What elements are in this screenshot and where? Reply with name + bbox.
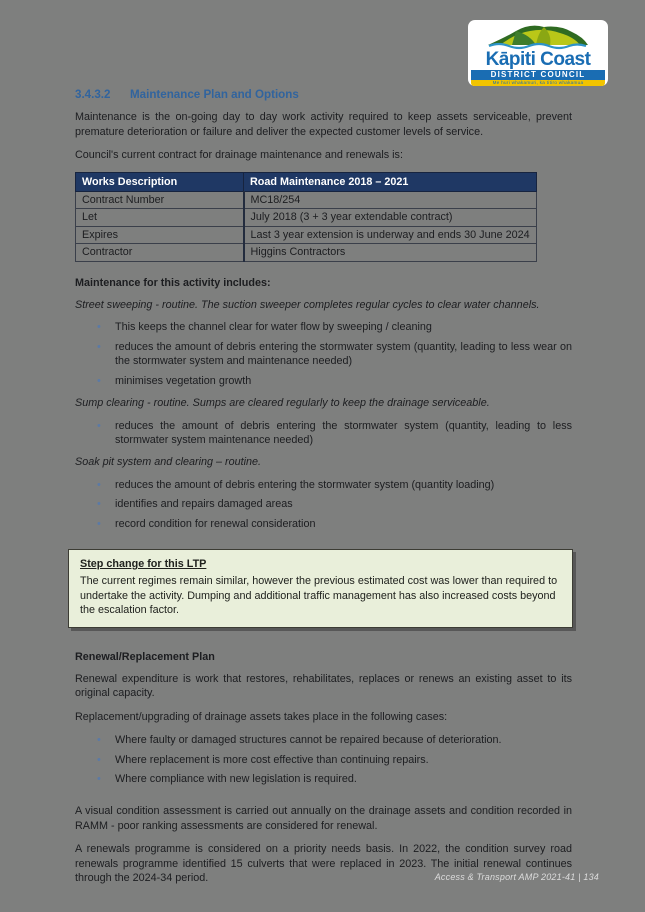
list-item: • This keeps the channel clear for water flow by sweeping / cleaning	[75, 320, 572, 334]
sump-clearing-intro: Sump clearing - routine. Sumps are cleared regularly to keep the drainage serviceable.	[75, 397, 490, 410]
contract-table	[75, 172, 537, 262]
table-row	[76, 192, 537, 209]
renewal-paragraph-1: Renewal expenditure is work that restores, rehabilitates, replaces or renews an existing asset to its original capacity.	[75, 672, 572, 700]
table-cell-value: Higgins Contractors	[244, 244, 537, 261]
table-cell-value: July 2018 (3 + 3 year extendable contract)	[244, 209, 537, 226]
list-item: • minimises vegetation growth	[75, 374, 572, 388]
list-item: • Where replacement is more cost effective than continuing repairs.	[75, 753, 572, 767]
logo-title: Kāpiti Coast	[485, 49, 591, 70]
table-header-row	[76, 172, 537, 191]
renewal-bullets	[75, 733, 572, 786]
list-item: • identifies and repairs damaged areas	[75, 497, 572, 511]
street-sweeping-intro: Street sweeping - routine. The suction sweeper completes regular cycles to clear water channels.	[75, 299, 540, 312]
table-cell-label: Contractor	[76, 244, 244, 261]
list-item: • reduces the amount of debris entering the stormwater system (quantity, leading to less wear on the stormwater system and maintenance needed)	[75, 340, 572, 369]
step-change-body: The current regimes remain similar, however the previous estimated cost was lower than required to undertake the activity. Dumping and additional traffic management has also increased costs beyond the escalation factor.	[80, 575, 558, 617]
table-cell-value: Last 3 year extension is underway and ends 30 June 2024	[244, 226, 537, 243]
step-change-callout	[68, 549, 573, 628]
table-row	[76, 226, 537, 243]
section-number: 3.4.3.2	[75, 88, 111, 101]
page-footer: Access & Transport AMP 2021-41 | 134	[434, 872, 599, 882]
step-change-heading: Step change for this LTP	[80, 557, 207, 570]
renewal-paragraph-2: Replacement/upgrading of drainage assets takes place in the following cases:	[75, 710, 448, 723]
intro-paragraph-1: Maintenance is the on-going day to day work activity required to keep assets serviceable, prevent premature deterioration or failure and deliver the expected customer levels of service.	[75, 111, 572, 138]
table-cell-label: Let	[76, 209, 244, 226]
table-cell-label: Contract Number	[76, 192, 244, 209]
street-sweeping-bullets	[75, 320, 572, 388]
logo-tagline: Me huri whakamuri, ka titiro whakamua	[471, 80, 605, 86]
section-heading	[75, 88, 572, 102]
maintenance-includes-heading: Maintenance for this activity includes:	[75, 276, 271, 289]
table-row	[76, 209, 537, 226]
soak-system-intro: Soak pit system and clearing – routine.	[75, 456, 262, 469]
list-item: • reduces the amount of debris entering the stormwater system (quantity loading)	[75, 478, 572, 492]
renewal-paragraph-4: A renewals programme is considered on a priority needs basis. In 2022, the condition survey road renewals programme identified 15 culverts that were replaced in 2023. The initial renewal continues through the 2024-34 period.	[75, 843, 572, 885]
list-item: • reduces the amount of debris entering the stormwater system (quantity, leading to less stormwater system maintenance needed)	[75, 419, 572, 448]
logo-subtitle: DISTRICT COUNCIL	[471, 70, 605, 80]
section-title: Maintenance Plan and Options	[130, 88, 299, 101]
intro-paragraph-2: Council's current contract for drainage maintenance and renewals is:	[75, 149, 403, 162]
sump-clearing-bullets	[75, 419, 572, 448]
list-item: • record condition for renewal consideration	[75, 517, 572, 531]
table-header-road-maintenance: Road Maintenance 2018 – 2021	[244, 172, 537, 191]
renewal-paragraph-3: A visual condition assessment is carried out annually on the drainage assets and condition recorded in RAMM - poor ranking assessments are considered for renewal.	[75, 805, 572, 832]
soak-system-bullets	[75, 478, 572, 531]
table-header-works-description: Works Description	[76, 172, 244, 191]
renewal-plan-heading: Renewal/Replacement Plan	[75, 650, 215, 663]
table-row	[76, 244, 537, 261]
list-item: • Where compliance with new legislation is required.	[75, 772, 572, 786]
table-cell-label: Expires	[76, 226, 244, 243]
list-item: • Where faulty or damaged structures cannot be repaired because of deterioration.	[75, 733, 572, 747]
table-cell-value: MC18/254	[244, 192, 537, 209]
